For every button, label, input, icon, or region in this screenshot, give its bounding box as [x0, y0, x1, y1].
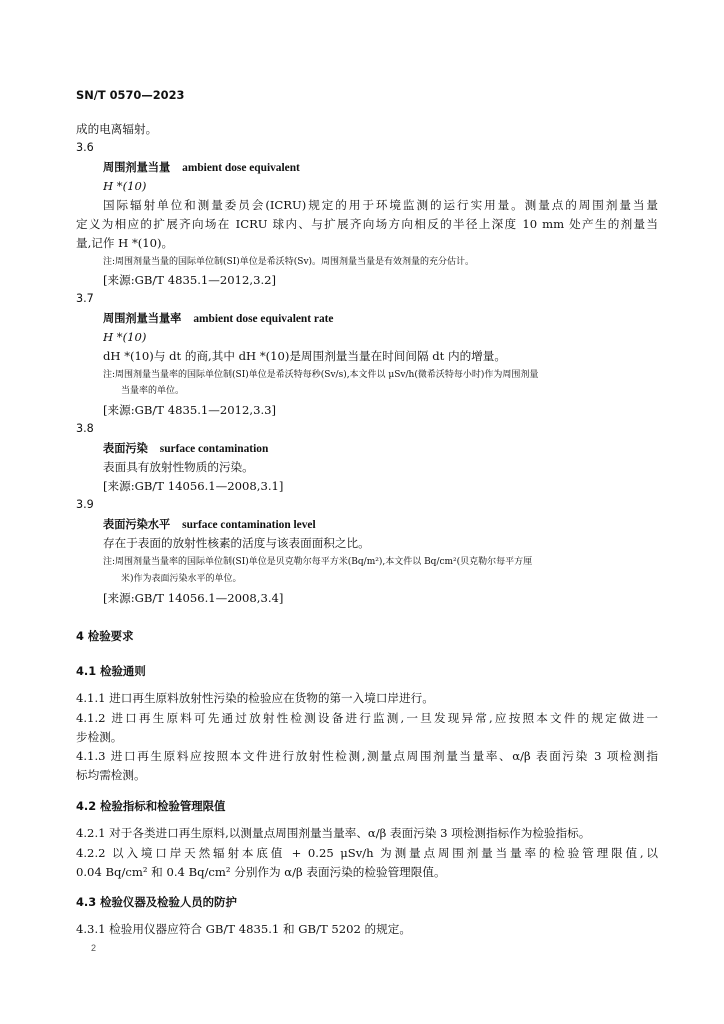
note-3-6: 注:周围剂量当量的国际单位制(SI)单位是希沃特(Sv)。周围剂量当量是有效剂量的充分估计。 — [103, 257, 475, 267]
definition-3-9: 存在于表面的放射性核素的活度与该表面面积之比。 — [103, 536, 370, 550]
term-en: ambient dose equivalent — [182, 162, 300, 174]
source-3-7: [来源:GB/T 4835.1—2012,3.3] — [103, 403, 277, 417]
clause-number-3-8: 3.8 — [76, 422, 94, 435]
page-number: 2 — [91, 943, 97, 953]
term-3-7 — [103, 311, 658, 326]
clause-4-2-2-line-2: 0.04 Bq/cm² 和 0.4 Bq/cm² 分别作为 α/β 表面污染的检验管理限值。 — [76, 865, 446, 879]
clause-4-1-2-line-1: 4.1.2 进口再生原料可先通过放射性检测设备进行监测,一旦发现异常,应按照本文件的规定做进一 — [76, 711, 658, 725]
note-3-9-line-1: 注:周围剂量当量率的国际单位制(SI)单位是贝克勒尔每平方米(Bq/m²),本文件以 Bq/cm²(贝克勒尔每平方厘 — [103, 557, 533, 567]
term-cn: 周围剂量当量 — [103, 161, 171, 174]
chapter-4-heading: 4 检验要求 — [76, 629, 134, 643]
definition-3-6-line-2: 定义为相应的扩展齐向场在 ICRU 球内、与扩展齐向场方向相反的半径上深度 10 mm 处产生的剂量当 — [76, 217, 658, 231]
symbol-3-6: H *(10) — [103, 179, 147, 193]
section-4-3-heading: 4.3 检验仪器及检验人员的防护 — [76, 895, 237, 909]
note-3-7-line-2: 当量率的单位。 — [121, 386, 185, 396]
term-3-6 — [103, 160, 658, 175]
term-3-9 — [103, 517, 658, 532]
definition-3-6-line-1: 国际辐射单位和测量委员会(ICRU)规定的用于环境监测的运行实用量。测量点的周围剂量当量 — [103, 198, 658, 212]
clause-number-3-6: 3.6 — [76, 141, 94, 154]
clause-4-1-2-line-2: 步检测。 — [76, 730, 123, 744]
note-3-9-line-2: 米)作为表面污染水平的单位。 — [121, 574, 242, 584]
clause-4-1-3-line-1: 4.1.3 进口再生原料应按照本文件进行放射性检测,测量点周围剂量当量率、α/β 表面污染 3 项检测指 — [76, 749, 658, 763]
term-cn: 表面污染水平 — [103, 518, 171, 531]
source-3-9: [来源:GB/T 14056.1—2008,3.4] — [103, 591, 284, 605]
clause-4-1-1: 4.1.1 进口再生原料放射性污染的检验应在货物的第一入境口岸进行。 — [76, 691, 434, 705]
clause-number-3-7: 3.7 — [76, 292, 94, 305]
symbol-3-7: H *(10) — [103, 330, 147, 344]
source-3-6: [来源:GB/T 4835.1—2012,3.2] — [103, 273, 277, 287]
clause-4-2-2-line-1: 4.2.2 以入境口岸天然辐射本底值 + 0.25 μSv/h 为测量点周围剂量当量率的检验管理限值,以 — [76, 846, 658, 860]
term-en: surface contamination level — [182, 519, 316, 531]
definition-3-7: dH *(10)与 dt 的商,其中 dH *(10)是周围剂量当量在时间间隔 dt 内的增量。 — [103, 349, 506, 363]
section-4-1-heading: 4.1 检验通则 — [76, 664, 146, 678]
clause-4-3-1: 4.3.1 检验用仪器应符合 GB/T 4835.1 和 GB/T 5202 的规定。 — [76, 922, 411, 936]
clause-number-3-9: 3.9 — [76, 498, 94, 511]
clause-4-2-1: 4.2.1 对于各类进口再生原料,以测量点周围剂量当量率、α/β 表面污染 3 项检测指标作为检验指标。 — [76, 826, 591, 840]
source-3-8: [来源:GB/T 14056.1—2008,3.1] — [103, 479, 284, 493]
term-3-8 — [103, 441, 658, 456]
term-cn: 周围剂量当量率 — [103, 312, 182, 325]
definition-3-8: 表面具有放射性物质的污染。 — [103, 460, 254, 474]
term-en: surface contamination — [159, 443, 269, 455]
clause-4-1-3-line-2: 标均需检测。 — [76, 768, 146, 782]
continued-text: 成的电离辐射。 — [76, 122, 158, 136]
note-3-7-line-1: 注:周围剂量当量率的国际单位制(SI)单位是希沃特每秒(Sv/s),本文件以 μSv/h(微希沃特每小时)作为周围剂量 — [103, 370, 539, 380]
standard-code: SN/T 0570—2023 — [76, 88, 185, 102]
section-4-2-heading: 4.2 检验指标和检验管理限值 — [76, 799, 226, 813]
term-cn: 表面污染 — [103, 442, 148, 455]
term-en: ambient dose equivalent rate — [193, 313, 334, 325]
definition-3-6-line-3: 量,记作 H *(10)。 — [76, 236, 174, 250]
